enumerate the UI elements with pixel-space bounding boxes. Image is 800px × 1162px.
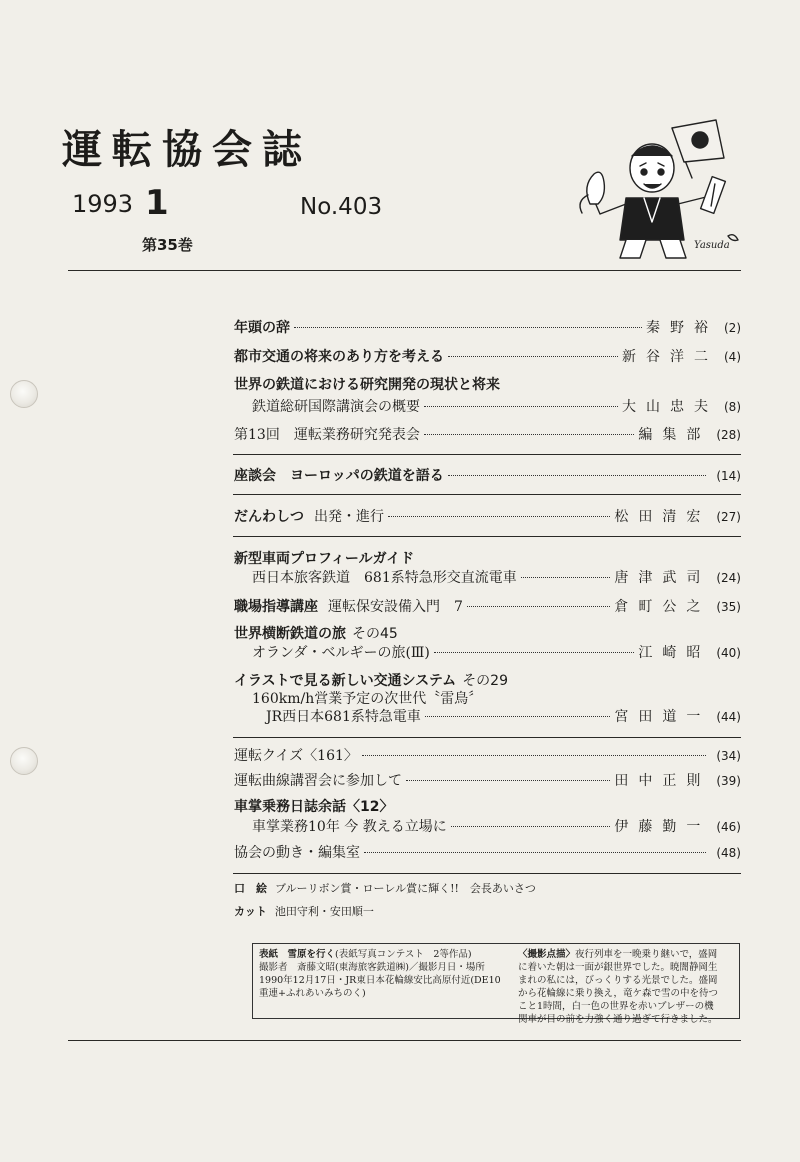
toc-author: 松田清宏 (614, 509, 711, 525)
toc-title: だんわしつ (234, 509, 304, 525)
toc-page: (34) (716, 749, 741, 763)
toc-heading-conductor: 車掌乗務日誌余話〈12〉 (234, 799, 394, 815)
masthead-rule (68, 270, 741, 271)
toc-author: 秦野裕 (646, 320, 718, 336)
cover-photo-box (252, 943, 740, 1025)
commentary-line: まれの私には，びっくりする光景でした。盛岡 (517, 975, 718, 986)
cut-label: カット (234, 905, 267, 918)
toc-author: 大山忠夫 (622, 399, 718, 415)
toc-page: (2) (724, 321, 741, 335)
toc-heading-research: 世界の鉄道における研究開発の現状と将来 (234, 377, 500, 393)
toc-page: (39) (716, 774, 741, 788)
toc-subline: 160km/h営業予定の次世代〝雷鳥〞 (252, 691, 483, 707)
toc-title: 運転クイズ〈161〉 (234, 748, 358, 764)
section-rule (233, 873, 741, 874)
toc-author: 伊藤勤一 (614, 819, 711, 835)
commentary-line: から花輪線に乗り換え，竜ケ森で雪の中を待つ (517, 988, 719, 999)
leader-dots (424, 406, 618, 407)
cover-body-line: 重連+ふれあいみちのく) (259, 988, 366, 999)
issue-number: No.403 (300, 194, 383, 220)
toc-page: (28) (716, 428, 741, 442)
toc-author: 新谷洋二 (622, 349, 718, 365)
toc-entry-14[interactable] (234, 844, 741, 862)
toc-page: (4) (724, 350, 741, 364)
toc-entry-9[interactable] (252, 644, 741, 662)
toc-entry-2[interactable] (234, 348, 741, 366)
toc-title: 都市交通の将来のあり方を考える (234, 349, 444, 365)
footer-rule (68, 1040, 741, 1041)
toc-title: 運転曲線講習会に参加して (234, 773, 402, 789)
toc-title: 座談会 ヨーロッパの鉄道を語る (234, 468, 444, 484)
toc-entry-4[interactable] (234, 426, 741, 444)
toc-title: 職場指導講座 (234, 599, 318, 615)
toc-page: (44) (716, 710, 741, 724)
toc-page: (27) (716, 510, 741, 524)
toc-subtitle: 運転保安設備入門 7 (328, 599, 463, 615)
cut-credit (234, 905, 374, 919)
cartoon-illustration (560, 118, 750, 268)
leader-dots (521, 577, 611, 578)
leader-dots (448, 475, 707, 476)
toc-entry-1[interactable] (234, 319, 741, 337)
cover-body-line: 1990年12月17日・JR東日本花輪線安比高原付近(DE10 (259, 975, 501, 986)
toc-title: 年頭の辞 (234, 320, 290, 336)
leader-dots (448, 356, 618, 357)
leader-dots (425, 716, 610, 717)
commentary-line: こと1時間，白一色の世界を赤いブレザーの機 (517, 1001, 714, 1012)
section-rule (233, 494, 741, 495)
toc-page: (48) (716, 846, 741, 860)
volume-number: 第35巻 (142, 236, 193, 254)
issue-month: 1 (145, 183, 169, 223)
section-rule (233, 737, 741, 738)
toc-heading-text: イラストで見る新しい交通システム (234, 673, 457, 689)
leader-dots (424, 434, 635, 435)
issue-year: 1993 (72, 190, 134, 218)
toc-entry-12[interactable] (234, 772, 741, 790)
toc-subtitle: JR西日本681系特急電車 (266, 709, 421, 725)
toc-heading-world-rail (234, 625, 398, 643)
toc-author: 唐津武司 (614, 570, 711, 586)
frontispiece-credit (234, 882, 536, 896)
cover-info (253, 944, 512, 1018)
toc-title: 第13回 運転業務研究発表会 (234, 427, 420, 443)
frontispiece-label: 口 絵 (234, 882, 267, 895)
commentary-title: 〈撮影点描〉 (517, 949, 575, 960)
toc-author: 江崎昭 (638, 645, 711, 661)
leader-dots (364, 852, 706, 853)
toc-page: (8) (724, 400, 741, 414)
toc-subtitle: 車掌業務10年 今 教える立場に (252, 819, 447, 835)
toc-subtitle: オランダ・ベルギーの旅(Ⅲ) (252, 645, 430, 661)
toc-author: 倉町公之 (614, 599, 711, 615)
toc-page: (46) (716, 820, 741, 834)
toc-entry-5[interactable] (234, 467, 741, 485)
magazine-title: 運転協会誌 (62, 127, 312, 173)
toc-heading-sub: その45 (352, 626, 398, 642)
leader-dots (362, 755, 706, 756)
leader-dots (294, 327, 642, 328)
section-rule (233, 536, 741, 537)
leader-dots (451, 826, 611, 827)
toc-entry-7[interactable] (252, 569, 741, 587)
toc-author: 編集部 (638, 427, 711, 443)
cut-text: 池田守利・安田順一 (274, 905, 374, 918)
toc-entry-10[interactable] (266, 708, 741, 726)
illustration-signature: Yasuda (694, 240, 730, 251)
toc-entry-13[interactable] (252, 818, 741, 836)
commentary-line: 関車が目の前を力強く通り過ぎて行きました。 (517, 1014, 718, 1025)
binder-hole-bottom (10, 747, 38, 775)
toc-heading-new-vehicle: 新型車両プロフィールガイド (234, 551, 415, 567)
cover-commentary (512, 944, 739, 1025)
cover-title: 表紙 雪原を行く (259, 949, 336, 960)
toc-heading-illustration (234, 672, 508, 690)
leader-dots (406, 780, 610, 781)
toc-subtitle: 鉄道総研国際講演会の概要 (252, 399, 420, 415)
toc-page: (35) (716, 600, 741, 614)
section-rule (233, 454, 741, 455)
toc-entry-6[interactable] (234, 508, 741, 526)
leader-dots (388, 516, 610, 517)
commentary-line: 夜行列車を一晩乗り継いで，盛岡 (574, 949, 718, 960)
toc-page: (24) (716, 571, 741, 585)
toc-entry-3[interactable] (252, 398, 741, 416)
toc-title: 協会の動き・編集室 (234, 845, 360, 861)
toc-author: 宮田道一 (614, 709, 711, 725)
leader-dots (467, 606, 610, 607)
cover-body-line: 撮影者 斎藤文昭(東海旅客鉄道㈱)／撮影月日・場所 (259, 962, 485, 973)
toc-subtitle: 西日本旅客鉄道 681系特急形交直流電車 (252, 570, 517, 586)
commentary-line: に着いた朝は一面が銀世界でした。暁闇静岡生 (517, 962, 718, 973)
toc-heading-sub: その29 (462, 673, 509, 689)
toc-heading-text: 世界横断鉄道の旅 (234, 626, 346, 642)
binder-hole-top (10, 380, 38, 408)
frontispiece-text: ブルーリボン賞・ローレル賞に輝く!! 会長あいさつ (275, 882, 536, 895)
leader-dots (434, 652, 634, 653)
toc-page: (40) (716, 646, 741, 660)
toc-subtitle: 出発・進行 (314, 509, 384, 525)
toc-page: (14) (716, 469, 741, 483)
cover-title-note: (表紙写真コンテスト 2等作品) (335, 949, 472, 960)
toc-author: 田中正則 (614, 773, 711, 789)
toc-entry-11[interactable] (234, 747, 741, 765)
toc-entry-8[interactable] (234, 598, 741, 616)
